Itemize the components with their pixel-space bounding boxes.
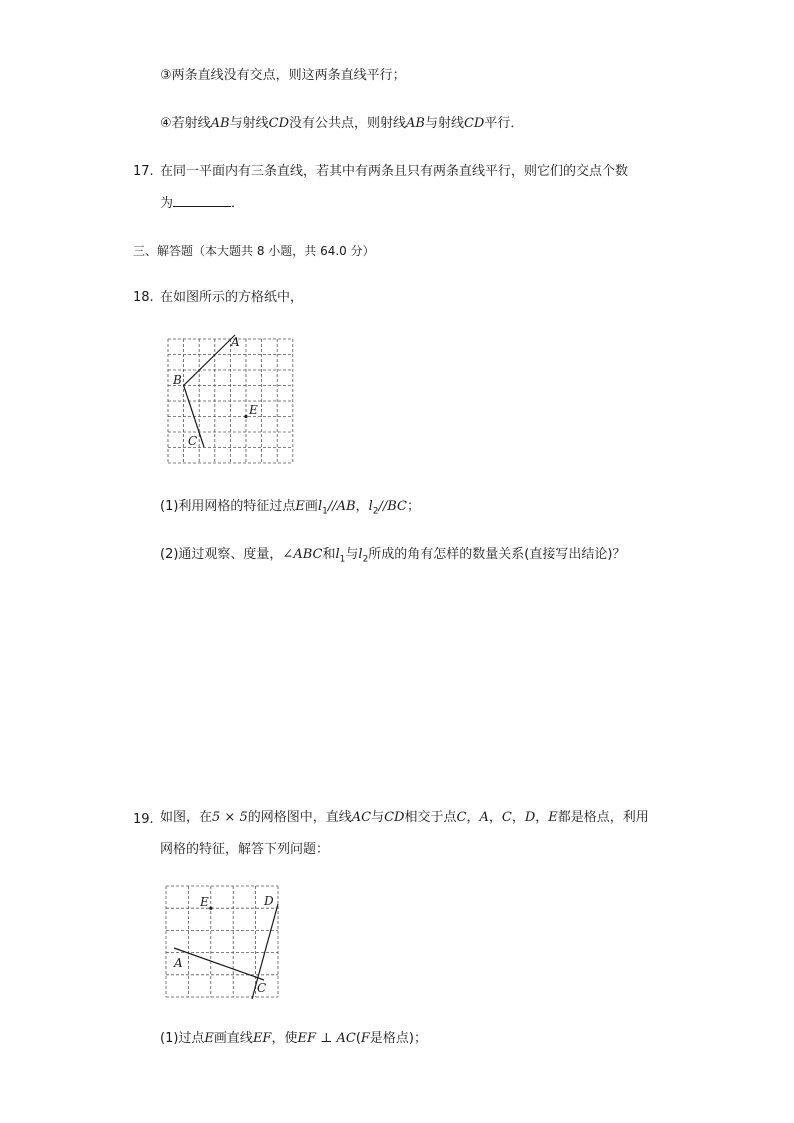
question-19-line-1: 如图，在5 × 5的网格图中，直线AC与CD相交于点C，A，C，D，E都是格点，利用	[160, 810, 649, 825]
label-e: E	[249, 403, 258, 417]
label-d: D	[264, 894, 274, 908]
label-a: A	[231, 335, 240, 349]
label-c: C	[188, 434, 198, 448]
label-e: E	[200, 895, 209, 909]
label-b: B	[173, 373, 182, 387]
statement-3: ③两条直线没有交点，则这两条直线平行；	[160, 68, 406, 83]
question-19-line-2: 网格的特征，解答下列问题：	[160, 842, 330, 857]
question-19-number: 19.	[133, 812, 154, 827]
question-17-line-2: 为 ．	[160, 193, 244, 214]
q18-sub-1: (1)利用网格的特征过点E画$l_1//AB$，$l_2//BC$；	[160, 499, 420, 517]
question-17-line-1: 在同一平面内有三条直线，若其中有两条且只有两条直线平行，则它们的交点个数	[160, 164, 629, 179]
statement-4: ④若射线AB与射线CD没有公共点，则射线AB与射线CD平行．	[160, 116, 524, 131]
q19-grid-figure	[166, 885, 282, 1003]
label-c: C	[257, 981, 267, 995]
q19-sub-1: (1)过点E画直线EF，使EF ⊥ AC(F是格点)；	[160, 1031, 427, 1046]
q18-grid-figure	[168, 336, 296, 466]
question-17-number: 17.	[133, 164, 154, 179]
label-a: A	[174, 956, 183, 970]
segment-ba	[184, 335, 235, 386]
answer-blank[interactable]	[173, 193, 231, 207]
point-e	[209, 907, 212, 910]
question-18-stem: 在如图所示的方格纸中，	[160, 290, 304, 305]
question-18-number: 18.	[133, 290, 154, 305]
section-heading: 三、解答题（本大题共 8 小题，共 64.0 分）	[133, 244, 375, 258]
point-e	[244, 415, 247, 418]
q18-sub-2: (2)通过观察、度量，∠ABC和$l_1$与$l_2$所成的角有怎样的数量关系(直接写出结论)？	[160, 547, 626, 565]
